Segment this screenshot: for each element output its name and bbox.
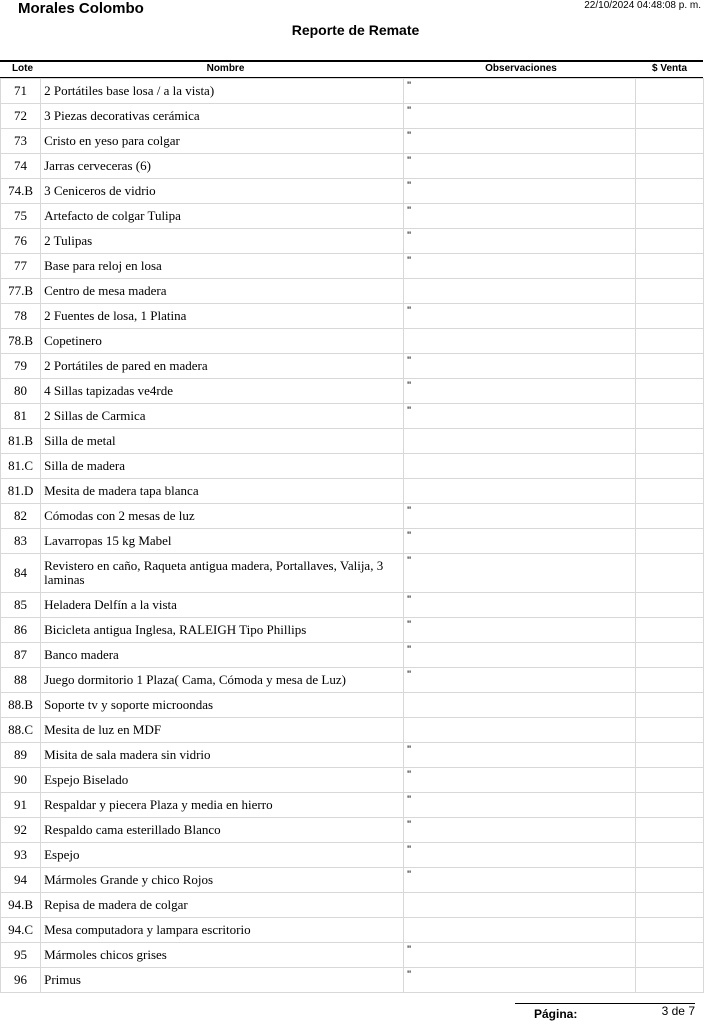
venta-cell	[635, 643, 703, 668]
venta-cell	[635, 504, 703, 529]
observaciones-cell: "	[404, 743, 636, 768]
venta-cell	[635, 79, 703, 104]
table-row	[1, 868, 704, 893]
table-row	[1, 429, 704, 454]
lote-cell: 82	[1, 504, 41, 529]
observaciones-cell: "	[404, 593, 636, 618]
table-row	[1, 843, 704, 868]
nombre-cell: 4 Sillas tapizadas ve4rde	[41, 379, 404, 404]
table-row	[1, 254, 704, 279]
observaciones-cell: "	[404, 129, 636, 154]
venta-cell	[635, 943, 703, 968]
nombre-cell: Copetinero	[41, 329, 404, 354]
nombre-cell: Mesita de madera tapa blanca	[41, 479, 404, 504]
column-header-lote: Lote	[11, 63, 34, 74]
lote-cell: 77	[1, 254, 41, 279]
observaciones-cell	[404, 279, 636, 304]
lots-table	[0, 78, 704, 993]
table-row	[1, 618, 704, 643]
nombre-cell: Centro de mesa madera	[41, 279, 404, 304]
table-row	[1, 279, 704, 304]
venta-cell	[635, 893, 703, 918]
lote-cell: 92	[1, 818, 41, 843]
lote-cell: 74	[1, 154, 41, 179]
venta-cell	[635, 329, 703, 354]
table-row	[1, 179, 704, 204]
nombre-cell: Repisa de madera de colgar	[41, 893, 404, 918]
report-datetime: 22/10/2024 04:48:08 p. m.	[584, 0, 701, 11]
venta-cell	[635, 454, 703, 479]
venta-cell	[635, 618, 703, 643]
lote-cell: 81.C	[1, 454, 41, 479]
nombre-cell: Bicicleta antigua Inglesa, RALEIGH Tipo Phillips	[41, 618, 404, 643]
observaciones-cell: "	[404, 179, 636, 204]
nombre-cell: Juego dormitorio 1 Plaza( Cama, Cómoda y mesa de Luz)	[41, 668, 404, 693]
lote-cell: 91	[1, 793, 41, 818]
table-row	[1, 968, 704, 993]
venta-cell	[635, 279, 703, 304]
lote-cell: 94	[1, 868, 41, 893]
column-header-nombre: Nombre	[206, 63, 245, 74]
table-row	[1, 693, 704, 718]
observaciones-cell: "	[404, 404, 636, 429]
lote-cell: 80	[1, 379, 41, 404]
venta-cell	[635, 793, 703, 818]
table-row	[1, 918, 704, 943]
table-row	[1, 304, 704, 329]
lote-cell: 95	[1, 943, 41, 968]
table-row	[1, 818, 704, 843]
lots-table-body	[1, 79, 704, 993]
observaciones-cell: "	[404, 968, 636, 993]
nombre-cell: Base para reloj en losa	[41, 254, 404, 279]
venta-cell	[635, 104, 703, 129]
table-row	[1, 404, 704, 429]
nombre-cell: Artefacto de colgar Tulipa	[41, 204, 404, 229]
observaciones-cell: "	[404, 768, 636, 793]
lote-cell: 88.C	[1, 718, 41, 743]
company-name: Morales Colombo	[18, 0, 144, 17]
lote-cell: 78.B	[1, 329, 41, 354]
table-row	[1, 129, 704, 154]
venta-cell	[635, 693, 703, 718]
nombre-cell: Silla de metal	[41, 429, 404, 454]
table-row	[1, 943, 704, 968]
nombre-cell: 2 Fuentes de losa, 1 Platina	[41, 304, 404, 329]
venta-cell	[635, 843, 703, 868]
observaciones-cell	[404, 454, 636, 479]
table-row	[1, 229, 704, 254]
venta-cell	[635, 743, 703, 768]
nombre-cell: Espejo	[41, 843, 404, 868]
lote-cell: 88	[1, 668, 41, 693]
table-row	[1, 529, 704, 554]
lote-cell: 72	[1, 104, 41, 129]
table-row	[1, 668, 704, 693]
venta-cell	[635, 254, 703, 279]
nombre-cell: Mesita de luz en MDF	[41, 718, 404, 743]
venta-cell	[635, 404, 703, 429]
table-row	[1, 454, 704, 479]
observaciones-cell	[404, 329, 636, 354]
observaciones-cell: "	[404, 793, 636, 818]
observaciones-cell: "	[404, 554, 636, 593]
lote-cell: 94.C	[1, 918, 41, 943]
nombre-cell: Respaldo cama esterillado Blanco	[41, 818, 404, 843]
observaciones-cell: "	[404, 354, 636, 379]
table-row	[1, 554, 704, 593]
observaciones-cell: "	[404, 868, 636, 893]
observaciones-cell: "	[404, 204, 636, 229]
lote-cell: 90	[1, 768, 41, 793]
lote-cell: 79	[1, 354, 41, 379]
observaciones-cell: "	[404, 818, 636, 843]
nombre-cell: Respaldar y piecera Plaza y media en hierro	[41, 793, 404, 818]
venta-cell	[635, 479, 703, 504]
nombre-cell: Cómodas con 2 mesas de luz	[41, 504, 404, 529]
venta-cell	[635, 593, 703, 618]
table-row	[1, 718, 704, 743]
nombre-cell: Banco madera	[41, 643, 404, 668]
lote-cell: 76	[1, 229, 41, 254]
lote-cell: 71	[1, 79, 41, 104]
venta-cell	[635, 129, 703, 154]
table-row	[1, 643, 704, 668]
venta-cell	[635, 868, 703, 893]
venta-cell	[635, 968, 703, 993]
venta-cell	[635, 204, 703, 229]
table-row	[1, 79, 704, 104]
lote-cell: 86	[1, 618, 41, 643]
page-number: 3 de 7	[661, 1004, 695, 1018]
venta-cell	[635, 229, 703, 254]
table-row	[1, 329, 704, 354]
venta-cell	[635, 818, 703, 843]
page-label: Página:	[534, 1007, 578, 1021]
nombre-cell: Cristo en yeso para colgar	[41, 129, 404, 154]
table-row	[1, 504, 704, 529]
nombre-cell: Soporte tv y soporte microondas	[41, 693, 404, 718]
venta-cell	[635, 718, 703, 743]
observaciones-cell: "	[404, 154, 636, 179]
table-row	[1, 379, 704, 404]
column-header-venta: $ Venta	[651, 63, 688, 74]
observaciones-cell: "	[404, 229, 636, 254]
table-row	[1, 354, 704, 379]
venta-cell	[635, 354, 703, 379]
lote-cell: 88.B	[1, 693, 41, 718]
observaciones-cell: "	[404, 643, 636, 668]
venta-cell	[635, 304, 703, 329]
venta-cell	[635, 668, 703, 693]
venta-cell	[635, 179, 703, 204]
venta-cell	[635, 554, 703, 593]
observaciones-cell	[404, 718, 636, 743]
venta-cell	[635, 379, 703, 404]
table-row	[1, 743, 704, 768]
table-row	[1, 893, 704, 918]
table-row	[1, 154, 704, 179]
nombre-cell: Silla de madera	[41, 454, 404, 479]
nombre-cell: 3 Ceniceros de vidrio	[41, 179, 404, 204]
venta-cell	[635, 429, 703, 454]
lote-cell: 83	[1, 529, 41, 554]
nombre-cell: 2 Sillas de Carmica	[41, 404, 404, 429]
table-row	[1, 104, 704, 129]
observaciones-cell: "	[404, 104, 636, 129]
table-row	[1, 593, 704, 618]
table-row	[1, 793, 704, 818]
lote-cell: 85	[1, 593, 41, 618]
lote-cell: 81.B	[1, 429, 41, 454]
lote-cell: 87	[1, 643, 41, 668]
column-header-observaciones: Observaciones	[485, 63, 557, 74]
nombre-cell: Heladera Delfín a la vista	[41, 593, 404, 618]
lote-cell: 77.B	[1, 279, 41, 304]
observaciones-cell: "	[404, 254, 636, 279]
observaciones-cell	[404, 429, 636, 454]
lote-cell: 89	[1, 743, 41, 768]
nombre-cell: Mármoles chicos grises	[41, 943, 404, 968]
lote-cell: 78	[1, 304, 41, 329]
nombre-cell: Mesa computadora y lampara escritorio	[41, 918, 404, 943]
observaciones-cell: "	[404, 504, 636, 529]
lote-cell: 93	[1, 843, 41, 868]
lote-cell: 96	[1, 968, 41, 993]
lote-cell: 84	[1, 554, 41, 593]
venta-cell	[635, 154, 703, 179]
observaciones-cell	[404, 918, 636, 943]
observaciones-cell	[404, 893, 636, 918]
lote-cell: 81.D	[1, 479, 41, 504]
nombre-cell: Jarras cerveceras (6)	[41, 154, 404, 179]
nombre-cell: Revistero en caño, Raqueta antigua madera, Portallaves, Valija, 3 laminas	[41, 554, 404, 593]
nombre-cell: Misita de sala madera sin vidrio	[41, 743, 404, 768]
nombre-cell: Lavarropas 15 kg Mabel	[41, 529, 404, 554]
venta-cell	[635, 918, 703, 943]
column-header-row	[0, 60, 703, 78]
observaciones-cell: "	[404, 379, 636, 404]
nombre-cell: 2 Tulipas	[41, 229, 404, 254]
observaciones-cell: "	[404, 529, 636, 554]
nombre-cell: 2 Portátiles de pared en madera	[41, 354, 404, 379]
table-row	[1, 479, 704, 504]
nombre-cell: Mármoles Grande y chico Rojos	[41, 868, 404, 893]
observaciones-cell	[404, 479, 636, 504]
observaciones-cell	[404, 693, 636, 718]
lote-cell: 74.B	[1, 179, 41, 204]
nombre-cell: Espejo Biselado	[41, 768, 404, 793]
table-row	[1, 768, 704, 793]
observaciones-cell: "	[404, 843, 636, 868]
observaciones-cell: "	[404, 668, 636, 693]
observaciones-cell: "	[404, 79, 636, 104]
venta-cell	[635, 529, 703, 554]
nombre-cell: 2 Portátiles base losa / a la vista)	[41, 79, 404, 104]
observaciones-cell: "	[404, 304, 636, 329]
lote-cell: 75	[1, 204, 41, 229]
venta-cell	[635, 768, 703, 793]
table-row	[1, 204, 704, 229]
lote-cell: 94.B	[1, 893, 41, 918]
observaciones-cell: "	[404, 943, 636, 968]
nombre-cell: 3 Piezas decorativas cerámica	[41, 104, 404, 129]
lote-cell: 73	[1, 129, 41, 154]
lote-cell: 81	[1, 404, 41, 429]
nombre-cell: Primus	[41, 968, 404, 993]
report-title: Reporte de Remate	[291, 22, 420, 38]
observaciones-cell: "	[404, 618, 636, 643]
